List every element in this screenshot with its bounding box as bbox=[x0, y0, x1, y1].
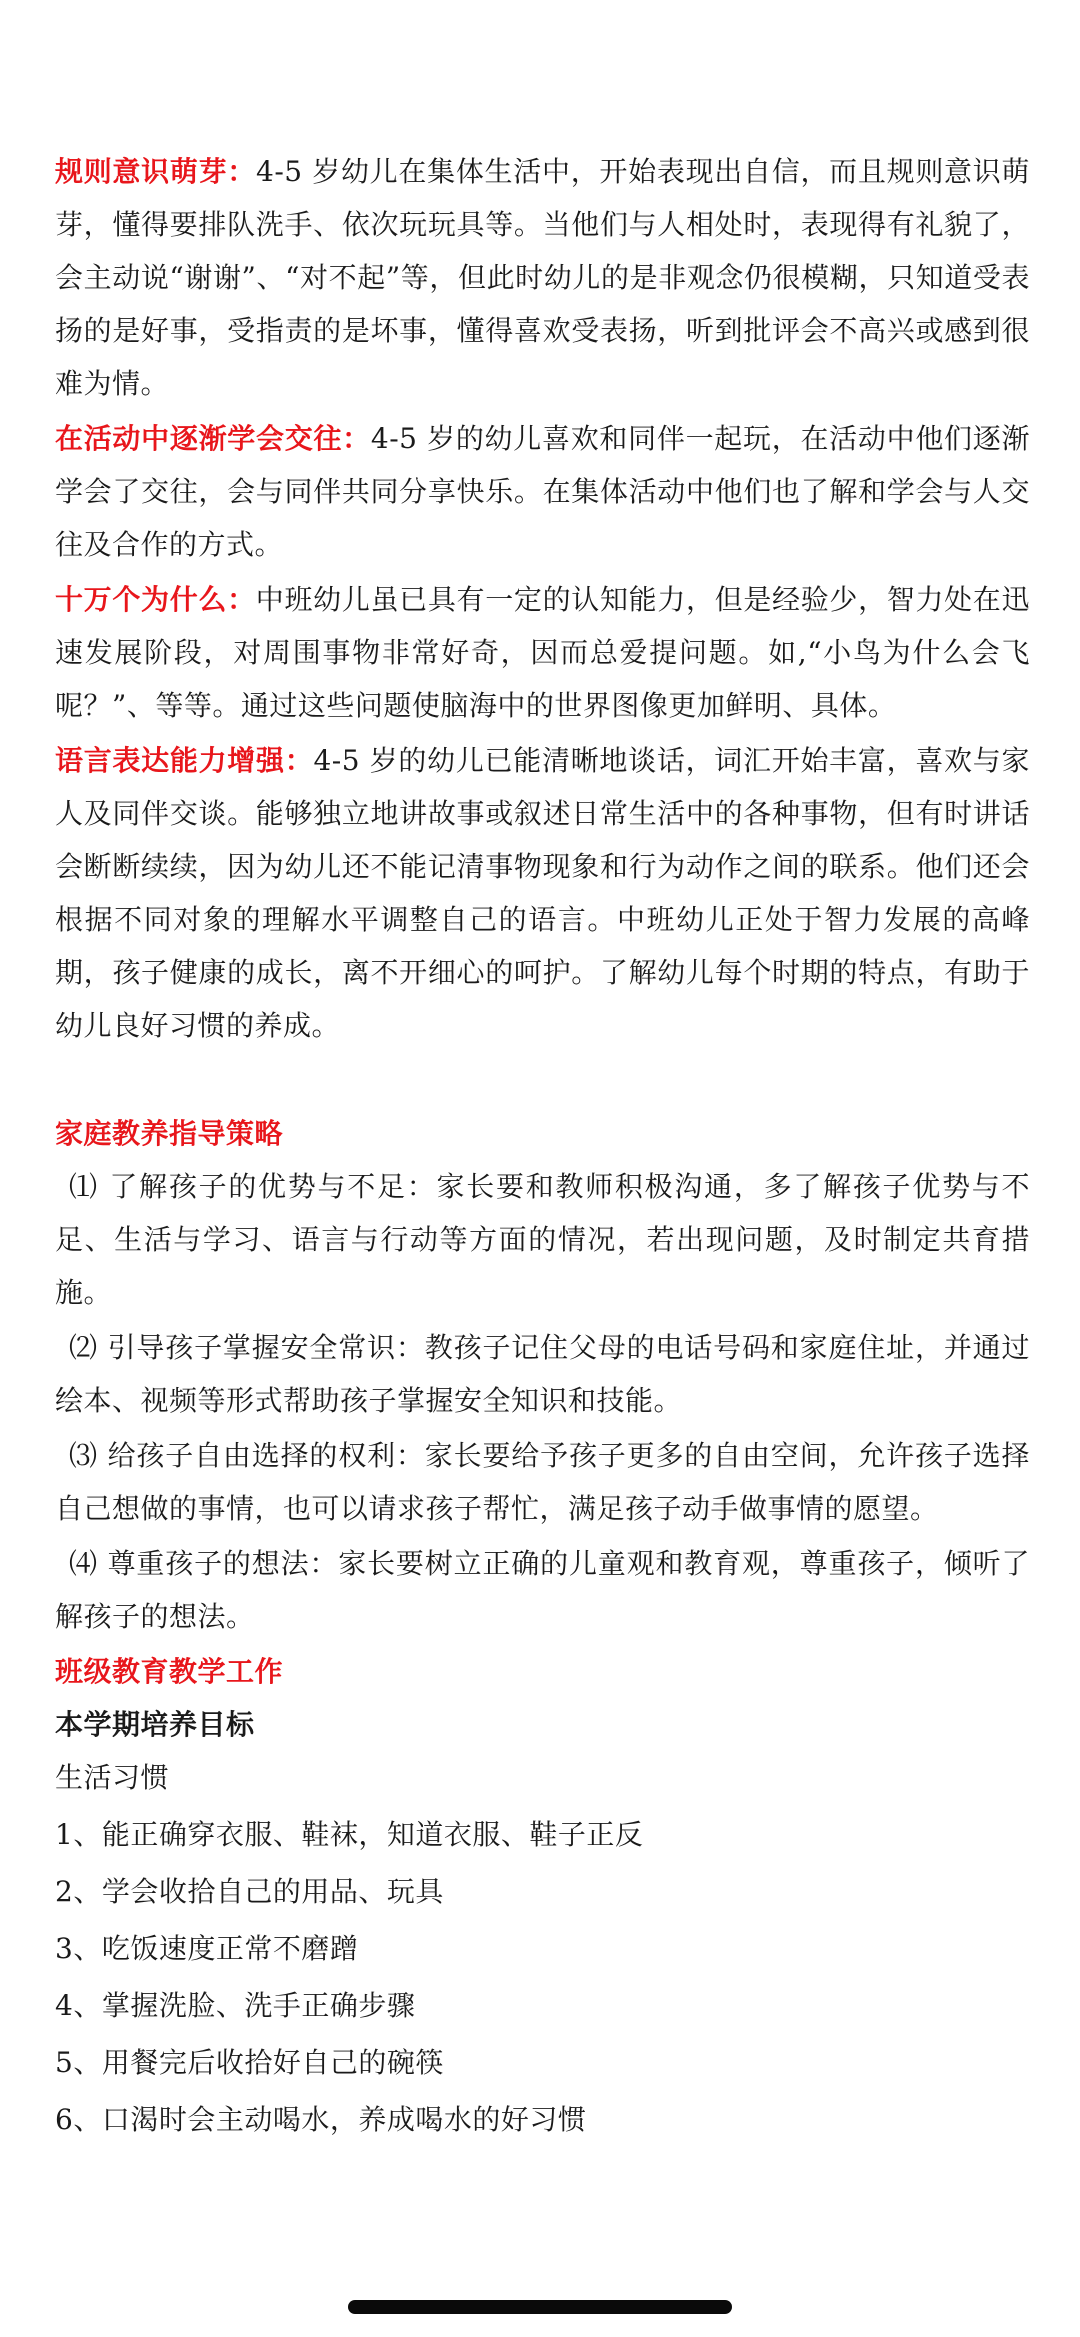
characteristic-text: 4-5 岁幼儿在集体生活中，开始表现出自信，而且规则意识萌芽，懂得要排队洗手、依次玩玩具等。当他们与人相处时，表现得有礼貌了，会主动说“谢谢”、“对不起”等，但此时幼儿的是非观念仍很模糊，只知道受表扬的是好事，受指责的是坏事，懂得喜欢受表扬，听到批评会不高兴或感到很难为情。 bbox=[55, 155, 1030, 400]
characteristic-title: 十万个为什么： bbox=[55, 583, 256, 616]
guidance-item: ⑴ 了解孩子的优势与不足：家长要和教师积极沟通，多了解孩子优势与不足、生活与学习、语言与行动等方面的情况，若出现问题，及时制定共育措施。 bbox=[55, 1170, 1030, 1309]
guidance-item: ⑶ 给孩子自由选择的权利：家长要给予孩子更多的自由空间，允许孩子选择自己想做的事情，也可以请求孩子帮忙，满足孩子动手做事情的愿望。 bbox=[55, 1439, 1030, 1525]
habit-list-item: 6、口渴时会主动喝水，养成喝水的好习惯 bbox=[55, 2103, 587, 2136]
goals-subheading: 本学期培养目标 bbox=[55, 1708, 255, 1741]
guidance-item: ⑷ 尊重孩子的想法：家长要树立正确的儿童观和教育观，尊重孩子，倾听了解孩子的想法。 bbox=[55, 1547, 1030, 1633]
habit-list-item: 1、能正确穿衣服、鞋袜，知道衣服、鞋子正反 bbox=[55, 1818, 644, 1851]
habit-list-item: 2、学会收拾自己的用品、玩具 bbox=[55, 1875, 444, 1908]
section-spacer bbox=[55, 1054, 1030, 1107]
home-indicator[interactable] bbox=[348, 2300, 732, 2314]
document-content bbox=[55, 145, 1030, 2150]
characteristic-text: 中班幼儿虽已具有一定的认知能力，但是经验少，智力处在迅速发展阶段，对周围事物非常好奇，因而总爱提问题。如,“小鸟为什么会飞呢？”、等等。通过这些问题使脑海中的世界图像更加鲜明、具体。 bbox=[55, 583, 1030, 722]
habit-list-item: 5、用餐完后收拾好自己的碗筷 bbox=[55, 2046, 444, 2079]
characteristic-title: 规则意识萌芽： bbox=[55, 155, 257, 188]
characteristic-title: 在活动中逐渐学会交往： bbox=[55, 422, 371, 455]
guidance-heading: 家庭教养指导策略 bbox=[55, 1117, 284, 1150]
characteristic-paragraph bbox=[55, 145, 1030, 410]
guidance-item: ⑵ 引导孩子掌握安全常识：教孩子记住父母的电话号码和家庭住址，并通过绘本、视频等形式帮助孩子掌握安全知识和技能。 bbox=[55, 1331, 1030, 1417]
characteristic-paragraph bbox=[55, 412, 1030, 571]
characteristic-text: 4-5 岁的幼儿喜欢和同伴一起玩，在活动中他们逐渐学会了交往，会与同伴共同分享快乐。在集体活动中他们也了解和学会与人交往及合作的方式。 bbox=[55, 422, 1030, 561]
characteristic-paragraph bbox=[55, 734, 1030, 1052]
habit-list-item: 4、掌握洗脸、洗手正确步骤 bbox=[55, 1989, 416, 2022]
habits-category: 生活习惯 bbox=[55, 1761, 170, 1794]
characteristic-text: 4-5 岁的幼儿已能清晰地谈话，词汇开始丰富，喜欢与家人及同伴交谈。能够独立地讲故事或叙述日常生活中的各种事物，但有时讲话会断断续续，因为幼儿还不能记清事物现象和行为动作之间的联系。他们还会根据不同对象的理解水平调整自己的语言。中班幼儿正处于智力发展的高峰期，孩子健康的成长，离不开细心的呵护。了解幼儿每个时期的特点，有助于幼儿良好习惯的养成。 bbox=[55, 744, 1030, 1042]
habit-list-item: 3、吃饭速度正常不磨蹭 bbox=[55, 1932, 359, 1965]
class-work-heading: 班级教育教学工作 bbox=[55, 1655, 284, 1688]
characteristic-paragraph bbox=[55, 573, 1030, 732]
characteristic-title: 语言表达能力增强： bbox=[55, 744, 314, 777]
